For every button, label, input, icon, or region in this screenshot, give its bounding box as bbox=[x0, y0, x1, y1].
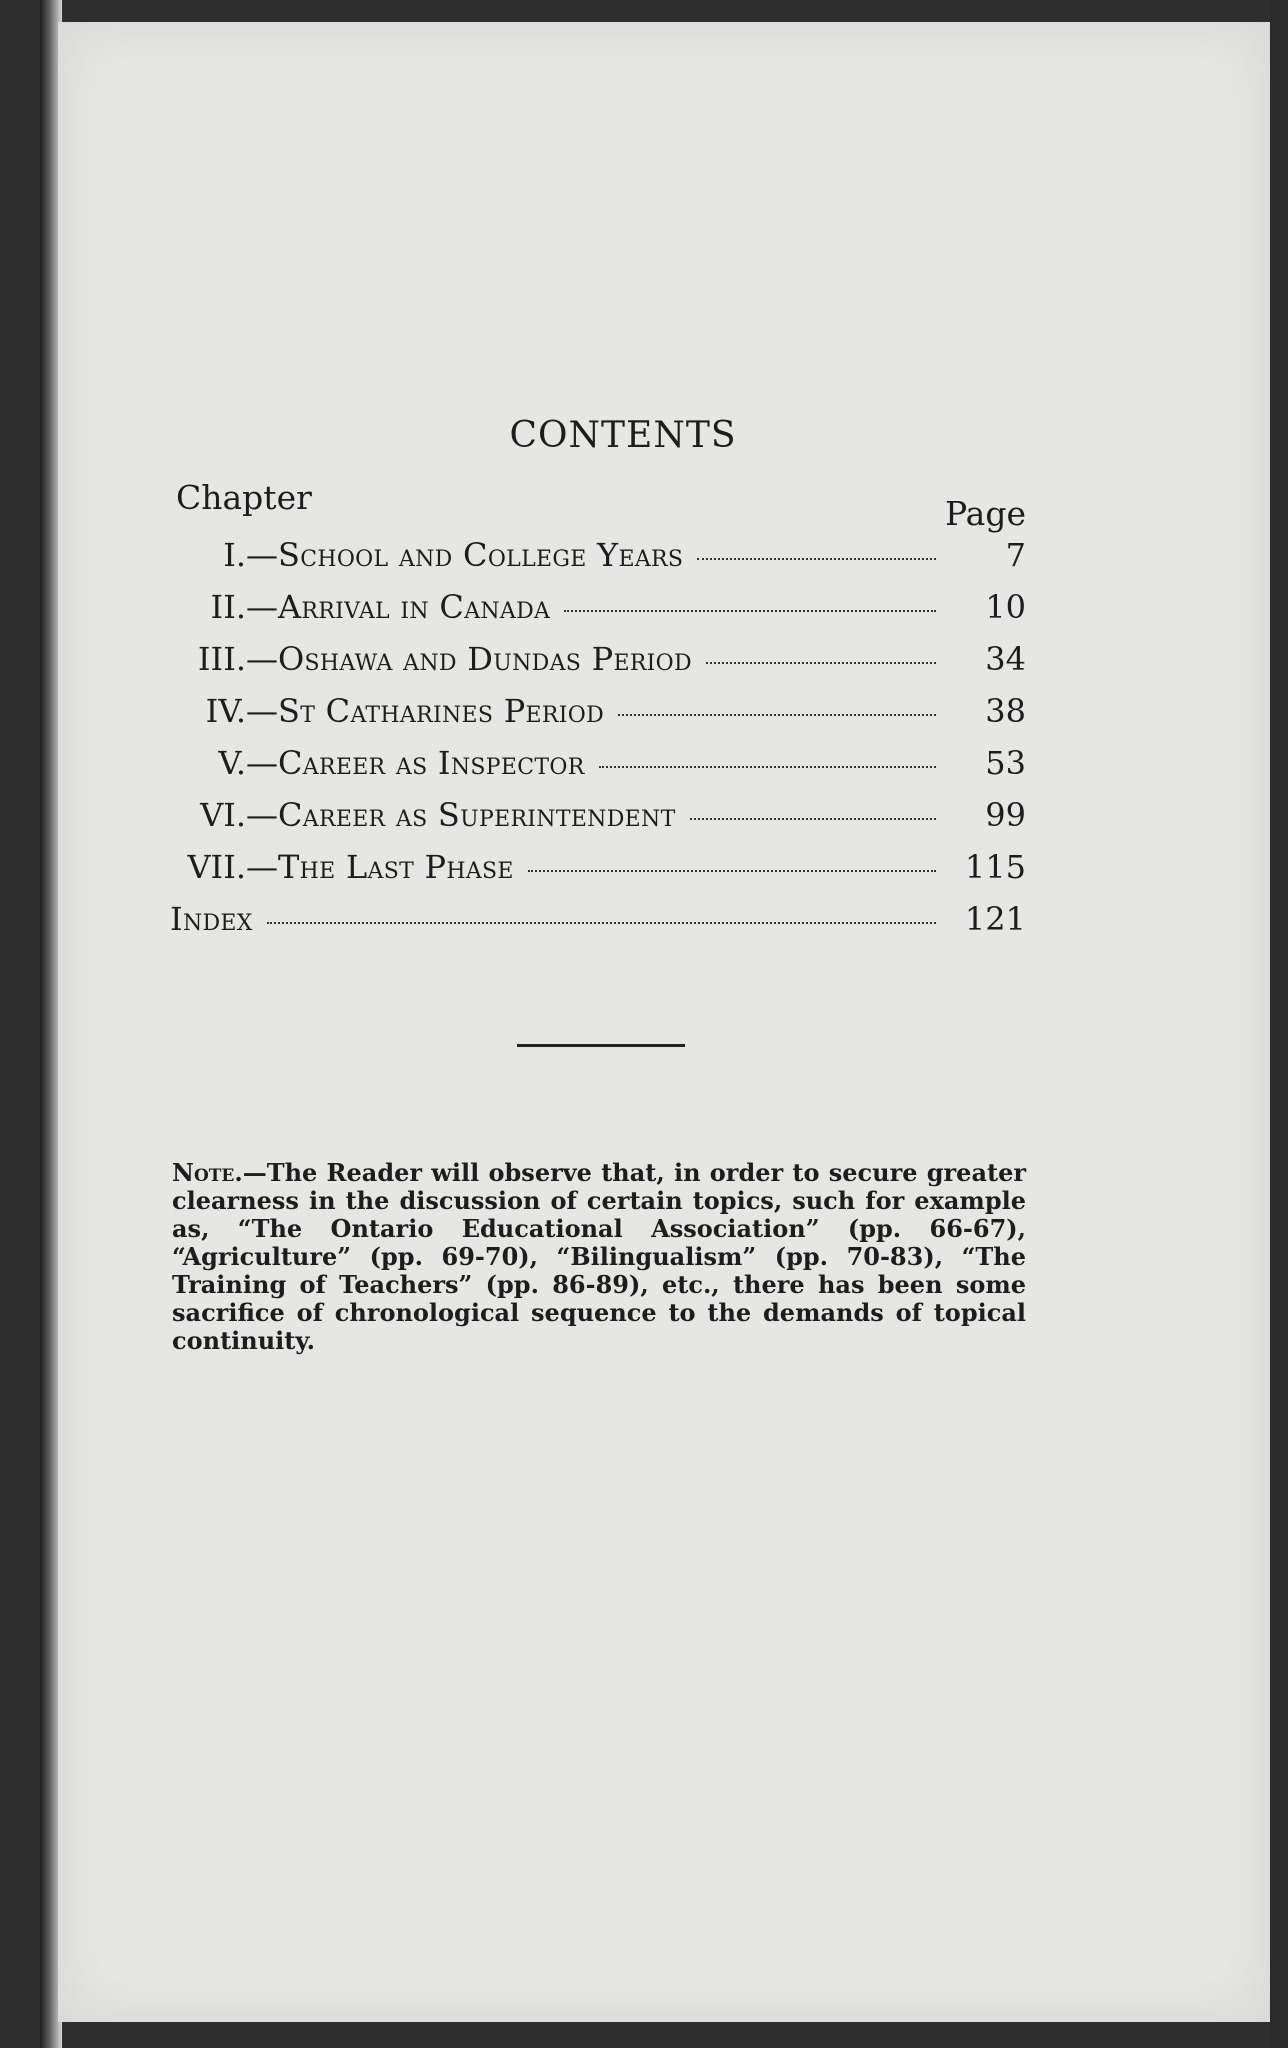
chapter-title: Arrival in Canada bbox=[278, 588, 551, 626]
chapter-number: I.— bbox=[223, 536, 278, 574]
chapter-title: Career as Superintendent bbox=[278, 796, 676, 834]
chapter-number: VI.— bbox=[200, 796, 278, 834]
toc-entry bbox=[170, 848, 1026, 900]
chapter-title: School and College Years bbox=[278, 536, 684, 574]
toc-entry bbox=[170, 640, 1026, 692]
dot-leader bbox=[599, 766, 936, 768]
page-number: 99 bbox=[985, 796, 1026, 834]
chapter-title: Career as Inspector bbox=[278, 744, 585, 782]
chapter-number: II.— bbox=[210, 588, 278, 626]
page-column-header: Page bbox=[944, 494, 1026, 533]
index-title: Index bbox=[170, 900, 253, 938]
dot-leader bbox=[618, 714, 936, 716]
page-number: 38 bbox=[985, 692, 1026, 730]
chapter-number: IV.— bbox=[205, 692, 278, 730]
page-number: 7 bbox=[1005, 536, 1026, 574]
toc-entry-index bbox=[170, 900, 1026, 952]
dot-leader bbox=[706, 662, 936, 664]
toc-entry bbox=[170, 744, 1026, 796]
chapter-column-header: Chapter bbox=[176, 478, 312, 517]
chapter-number: V.— bbox=[218, 744, 278, 782]
toc-entry bbox=[170, 588, 1026, 640]
chapter-number: III.— bbox=[197, 640, 278, 678]
chapter-title: The Last Phase bbox=[278, 848, 514, 886]
page-number: 53 bbox=[985, 744, 1026, 782]
dot-leader bbox=[564, 610, 936, 612]
column-headers bbox=[170, 478, 1026, 536]
page-number: 10 bbox=[985, 588, 1026, 626]
chapter-title: Oshawa and Dundas Period bbox=[278, 640, 692, 678]
dot-leader bbox=[690, 818, 936, 820]
contents-block bbox=[170, 415, 1026, 1355]
note-label: Note.— bbox=[172, 1158, 267, 1187]
page-number: 115 bbox=[964, 848, 1026, 886]
dot-leader bbox=[267, 922, 936, 924]
chapter-title: St Catharines Period bbox=[278, 692, 605, 730]
dot-leader bbox=[697, 558, 936, 560]
toc-entry bbox=[170, 796, 1026, 848]
toc-entry bbox=[170, 536, 1026, 588]
note-text: The Reader will observe that, in order to secure greater clearness in the discussion of certain topics, such for example as, “The Ontario Educational Association” (pp. 66-67), “Agriculture” (pp. 69-70), “Bilingualism” (pp. 70-83), “The Training of Teachers” (pp. 86-89), etc., there has been some sacrifice of chronological sequence to the demands of topical continuity. bbox=[172, 1158, 1026, 1355]
page-title: CONTENTS bbox=[509, 415, 737, 456]
divider-rule bbox=[517, 1044, 685, 1047]
page-number: 34 bbox=[985, 640, 1026, 678]
toc-entry bbox=[170, 692, 1026, 744]
dot-leader bbox=[528, 870, 936, 872]
scan-border bbox=[1270, 0, 1288, 2048]
chapter-number: VII.— bbox=[187, 848, 278, 886]
page-number: 121 bbox=[964, 900, 1026, 938]
note-paragraph bbox=[170, 1159, 1026, 1355]
